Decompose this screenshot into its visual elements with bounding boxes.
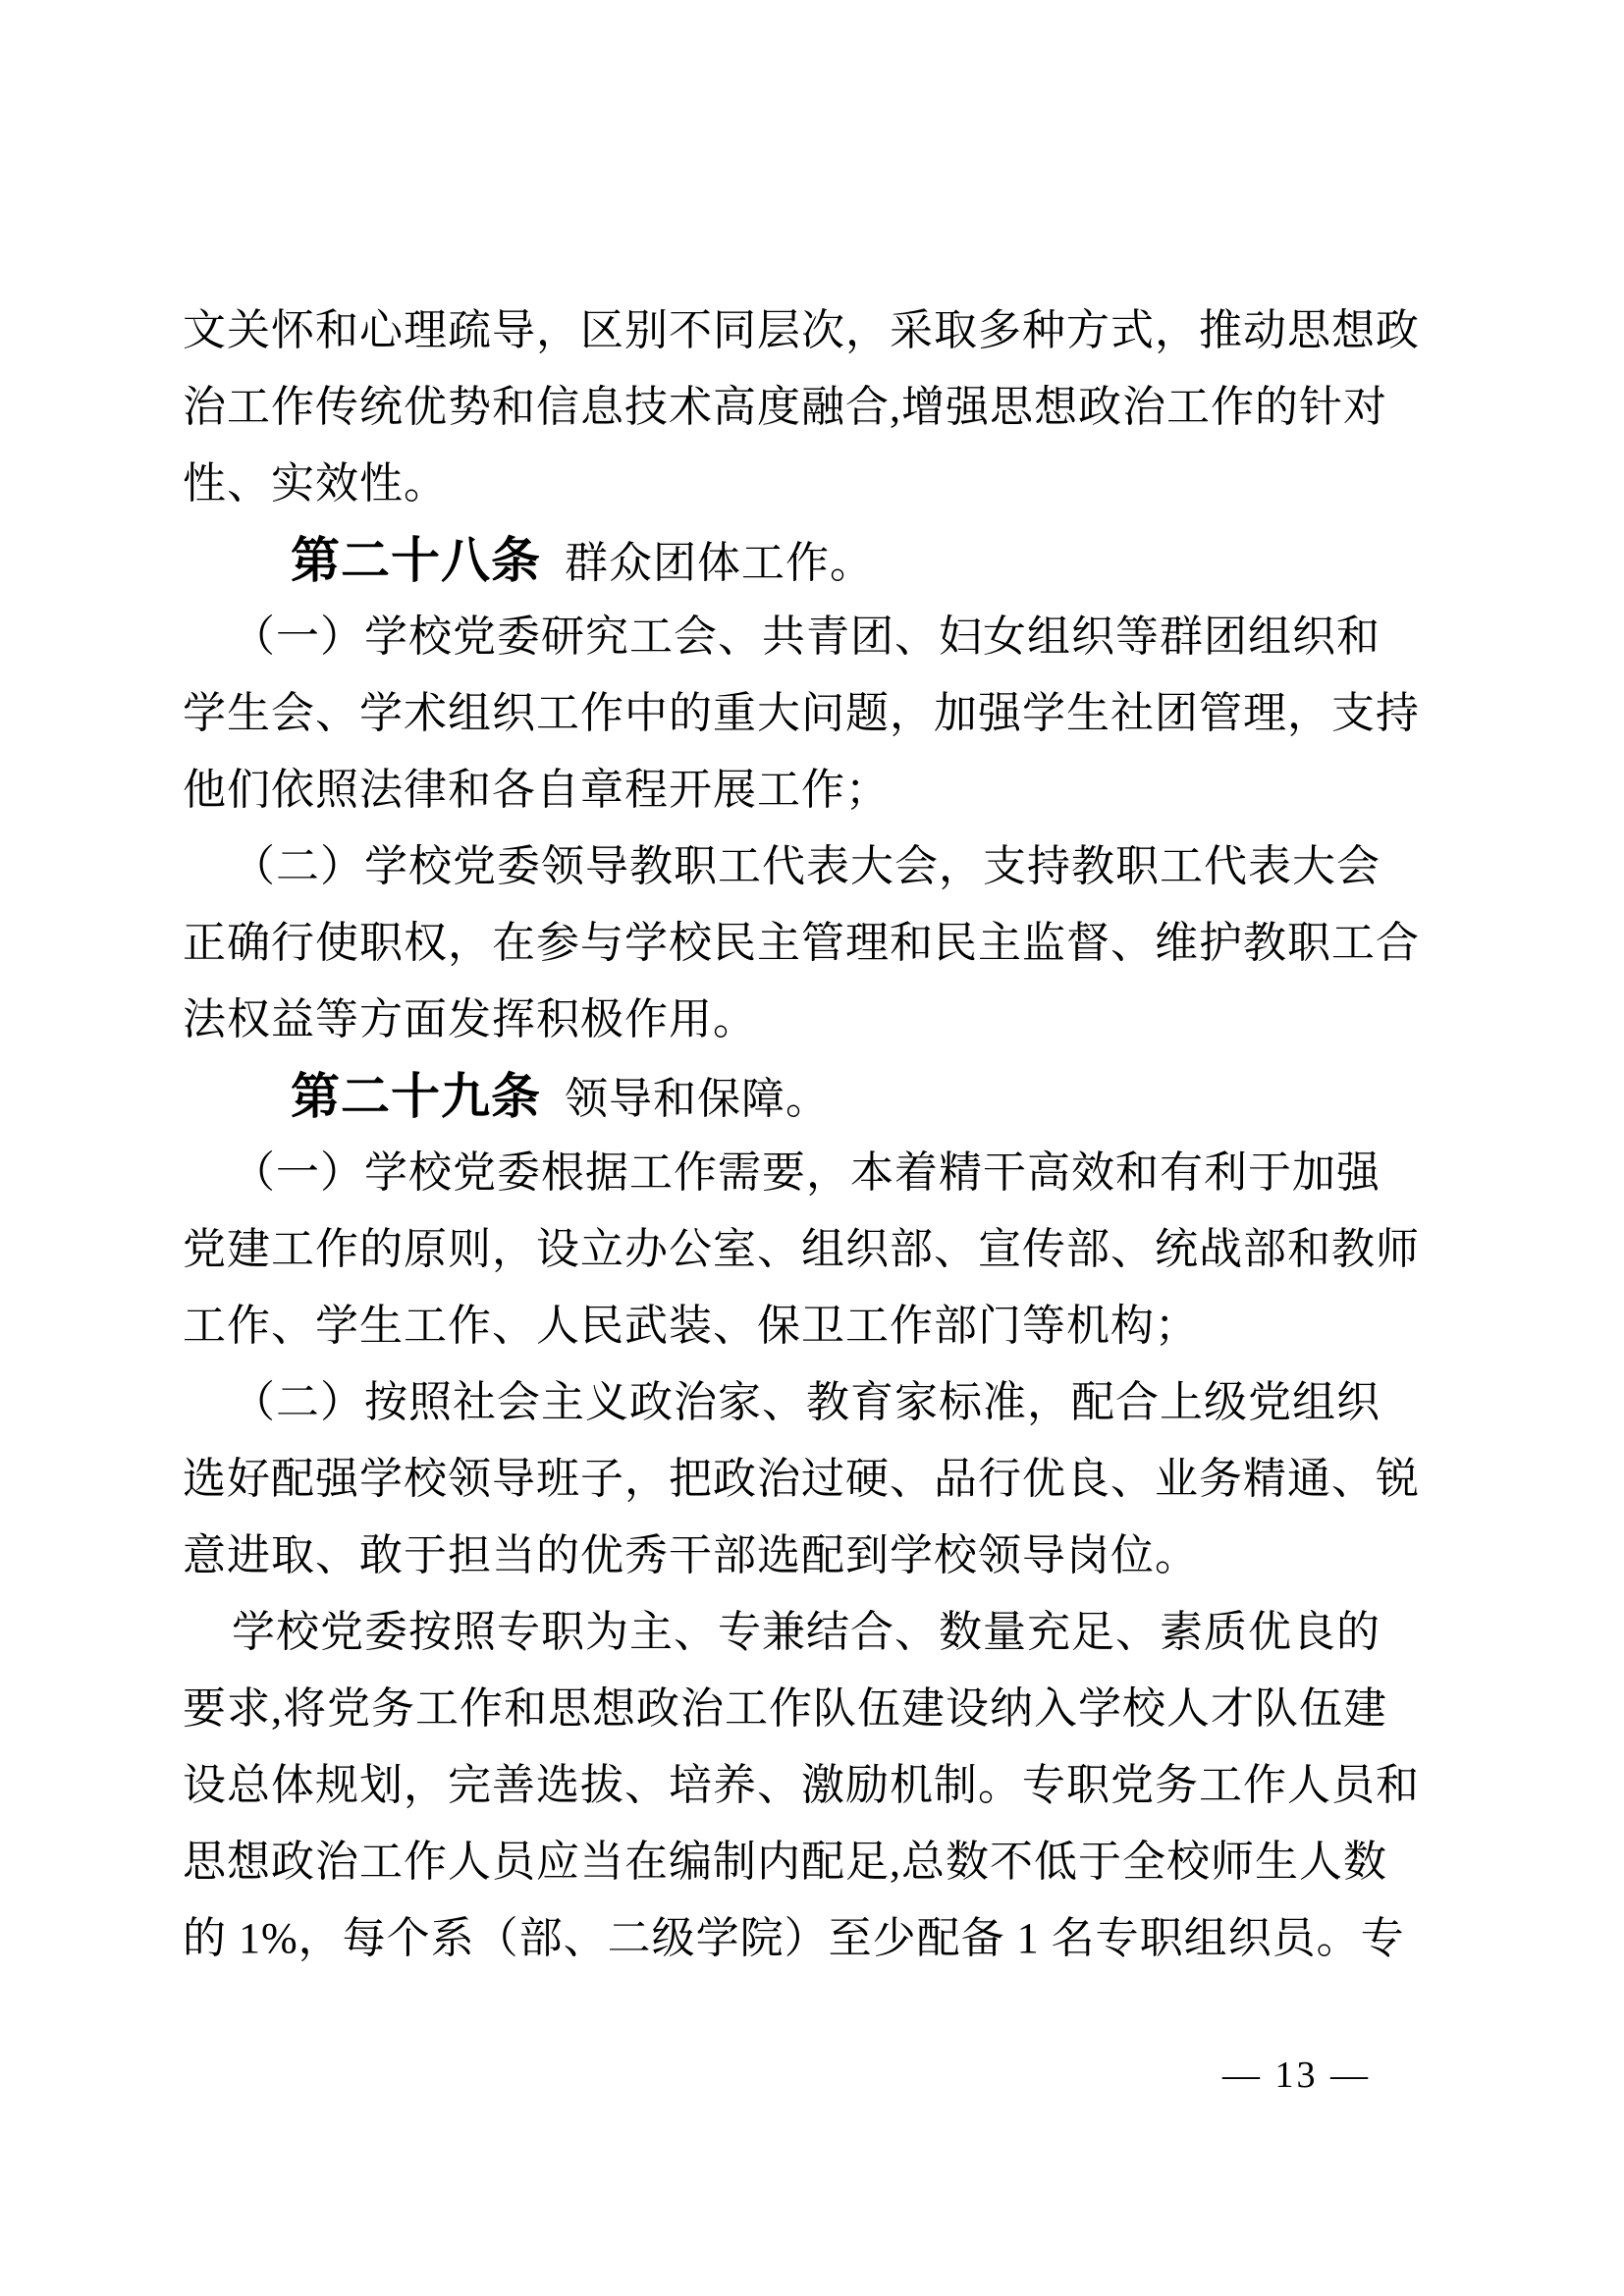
text-line xyxy=(183,828,1410,905)
text-line xyxy=(183,1364,1410,1441)
text-line xyxy=(183,1900,1410,1977)
text-line xyxy=(183,1441,1420,1518)
text-line xyxy=(183,1058,1410,1135)
text-segment: 学生会、学术组织工作中的重大问题，加强学生社团管理，支持 xyxy=(183,689,1420,737)
text-line xyxy=(183,905,1420,982)
text-line xyxy=(183,1518,1410,1594)
text-line xyxy=(183,369,1410,446)
text-line xyxy=(183,675,1420,752)
document-body xyxy=(183,293,1420,1977)
text-segment: 工作、学生工作、人民武装、保卫工作部门等机构； xyxy=(183,1302,1199,1350)
text-segment: 正确行使职权，在参与学校民主管理和民主监督、维护教职工合 xyxy=(183,919,1420,967)
text-line xyxy=(183,1211,1420,1288)
text-line xyxy=(183,446,1410,522)
text-line xyxy=(183,1288,1410,1364)
text-line xyxy=(183,1594,1410,1671)
text-segment: 文关怀和心理疏导，区别不同层次，采取多种方式，推动思想政 xyxy=(183,306,1420,354)
text-segment: 性、实效性。 xyxy=(183,459,448,507)
text-segment: 群众团体工作。 xyxy=(541,539,874,587)
text-line xyxy=(183,982,1410,1058)
text-segment: （二）学校党委领导教职工代表大会，支持教职工代表大会 xyxy=(232,842,1380,890)
text-line xyxy=(183,1747,1420,1824)
text-line xyxy=(183,1135,1410,1211)
text-line xyxy=(183,1824,1410,1900)
text-segment: 领导和保障。 xyxy=(541,1075,830,1123)
article-number-heading: 第二十九条 xyxy=(291,1069,541,1124)
text-line xyxy=(183,293,1420,369)
text-segment: （二）按照社会主义政治家、教育家标准，配合上级党组织 xyxy=(232,1378,1380,1426)
text-segment: 他们依照法律和各自章程开展工作； xyxy=(183,766,890,814)
text-segment: 思想政治工作人员应当在编制内配足,总数不低于全校师生人数 xyxy=(183,1838,1387,1886)
text-segment: 党建工作的原则，设立办公室、组织部、宣传部、统战部和教师 xyxy=(183,1225,1420,1273)
text-segment: 的 1%，每个系（部、二级学院）至少配备 1 名专职组织员。专 xyxy=(183,1914,1405,1962)
page-footer xyxy=(1222,2054,1371,2097)
text-segment: 要求,将党务工作和思想政治工作队伍建设纳入学校人才队伍建 xyxy=(183,1684,1387,1733)
text-line xyxy=(183,522,1410,599)
text-segment: 法权益等方面发挥积极作用。 xyxy=(183,995,757,1043)
text-segment: 意进取、敢于担当的优秀干部选配到学校领导岗位。 xyxy=(183,1531,1199,1579)
text-segment: 学校党委按照专职为主、专兼结合、数量充足、素质优良的 xyxy=(232,1608,1380,1656)
text-line xyxy=(183,752,1410,828)
text-segment: 治工作传统优势和信息技术高度融合,增强思想政治工作的针对 xyxy=(183,383,1387,431)
text-line xyxy=(183,599,1410,675)
text-segment: （一）学校党委根据工作需要，本着精干高效和有利于加强 xyxy=(232,1148,1380,1197)
article-number-heading: 第二十八条 xyxy=(291,533,541,588)
text-line xyxy=(183,1671,1410,1747)
page-number: — 13 — xyxy=(1222,2055,1371,2096)
text-segment: 设总体规划，完善选拔、培养、激励机制。专职党务工作人员和 xyxy=(183,1761,1420,1809)
text-segment: （一）学校党委研究工会、共青团、妇女组织等群团组织和 xyxy=(232,613,1380,661)
text-segment: 选好配强学校领导班子，把政治过硬、品行优良、业务精通、锐 xyxy=(183,1455,1420,1503)
